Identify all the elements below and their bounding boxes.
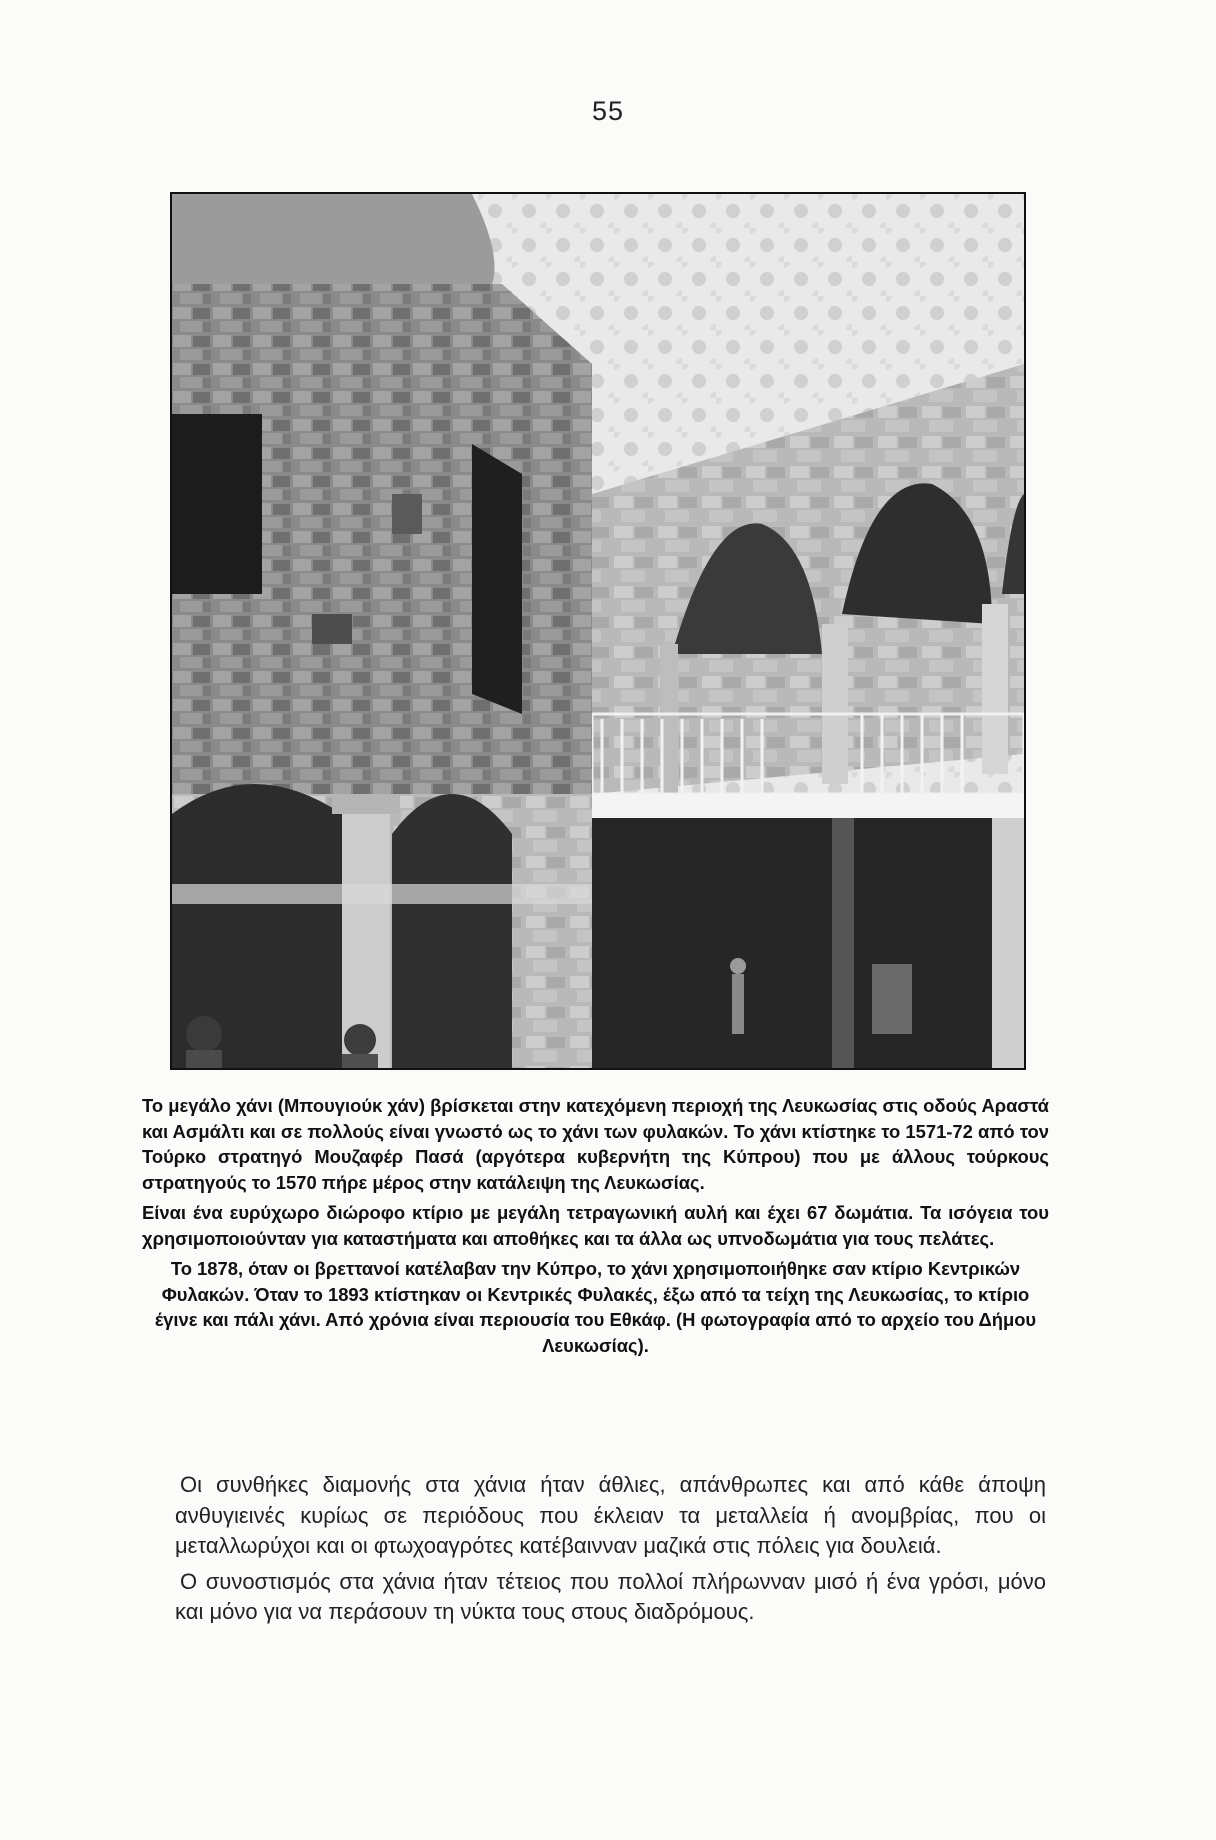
photo-caption xyxy=(142,1093,1049,1363)
photo-illustration xyxy=(172,194,1024,1068)
page-number: 55 xyxy=(591,96,625,126)
body-paragraph-1: Οι συνθήκες διαμονής στα χάνια ήταν άθλιες, απάνθρωπες και από κάθε άποψη ανθυγιεινές κυρίως σε περιόδους που έκλειαν τα μεταλλεία ή ανομβρίας, που οι μεταλλωρύχοι και οι φτωχοαγρότες κατέβαινναν μαζικά στις πόλεις για δουλειά. xyxy=(175,1472,1046,1558)
caption-paragraph-3: Το 1878, όταν οι βρεττανοί κατέλαβαν την Κύπρο, το χάνι χρησιμοποιήθηκε σαν κτίριο Κεντρικών Φυλακών. Όταν το 1893 κτίστηκαν οι Κεντρικές Φυλακές, έξω από τα τείχη της Λευκωσίας, το κτίριο έγινε και πάλι χάνι. Από χρόνια είναι περιουσία του Εθκάφ. (Η φωτογραφία από το αρχείο του Δήμου Λευκωσίας). xyxy=(154,1258,1037,1356)
body-text xyxy=(175,1470,1046,1633)
courtyard-photo xyxy=(170,192,1026,1070)
caption-paragraph-1: Το μεγάλο χάνι (Μπουγιούκ χάν) βρίσκεται στην κατεχόμενη περιοχή της Λευκωσίας στις οδούς Αραστά και Ασμάλτι και σε πολλούς είναι γνωστό ως το χάνι των φυλακών. Το χάνι κτίστηκε το 1571-72 από τον Τούρκο στρατηγό Μουζαφέρ Πασά (αργότερα κυβερνήτη της Κύπρου) που με άλλους τούρκους στρατηγούς το 1570 πήρε μέρος στην κατάλειψη της Λευκωσίας. xyxy=(142,1095,1049,1193)
body-paragraph-2: Ο συνοστισμός στα χάνια ήταν τέτειος που πολλοί πλήρωνναν μισό ή ένα γρόσι, μόνο και μόνο για να περάσουν τη νύκτα τους στους διαδρόμους. xyxy=(175,1568,1046,1624)
caption-paragraph-2: Είναι ένα ευρύχωρο διώροφο κτίριο με μεγάλη τετραγωνική αυλή και έχει 67 δωμάτια. Τα ισόγεια του χρησιμοποιούνταν για καταστήματα και αποθήκες και τα άλλα ως υπνοδωμάτια για τους πελάτες. xyxy=(142,1202,1049,1249)
